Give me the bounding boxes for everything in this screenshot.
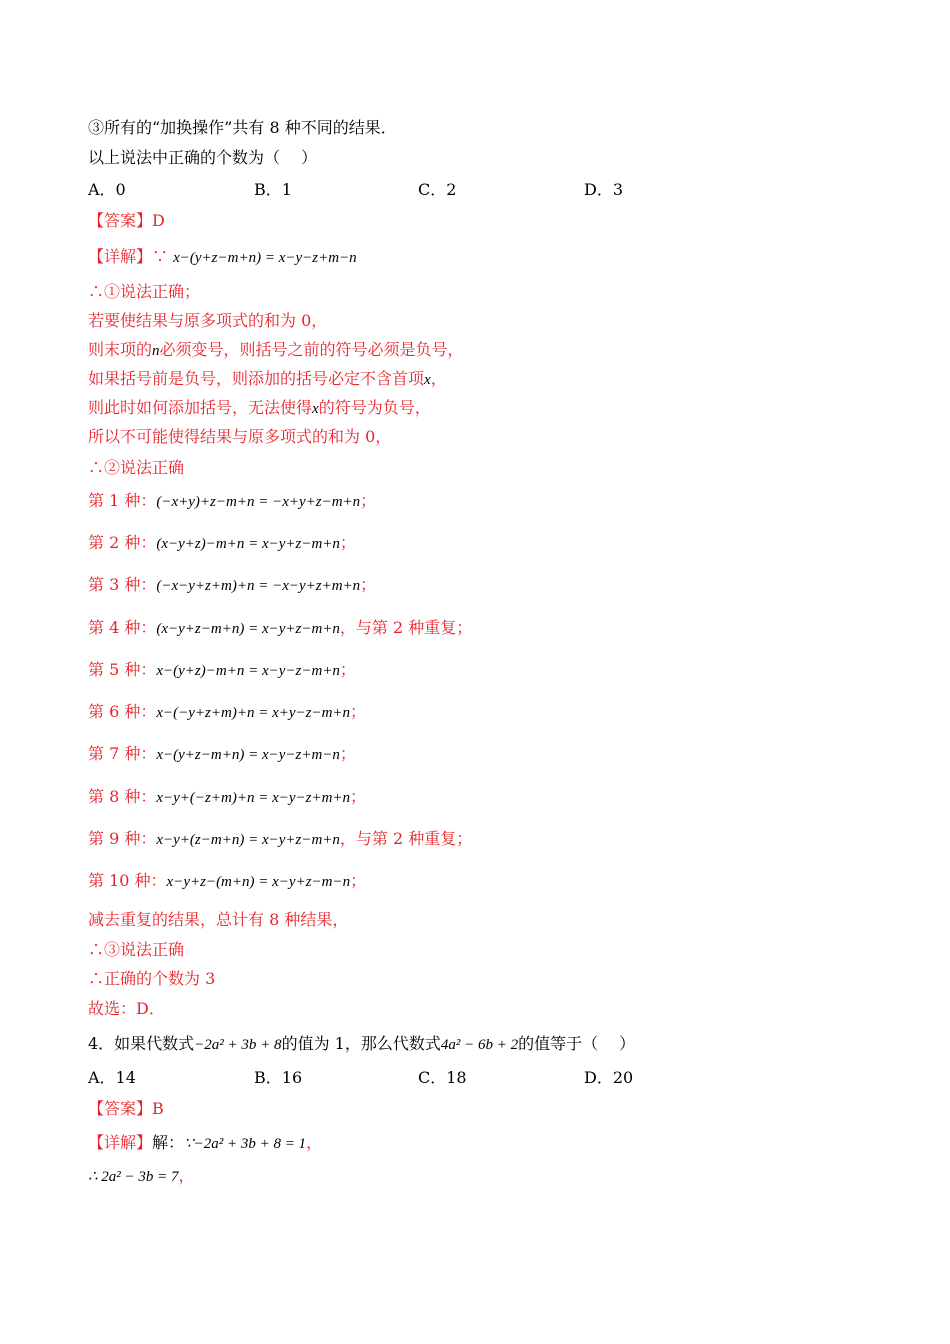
- case-tail: ，与第 2 种重复；: [339, 618, 473, 637]
- case-expression: x−y+(−z+m)+n = x−y−z+m+n: [156, 790, 351, 806]
- case-label: 第 5 种：: [88, 660, 157, 679]
- case-row: [88, 618, 472, 639]
- case-tail: ；: [360, 491, 377, 510]
- detail-tail: ，: [178, 1166, 195, 1185]
- stem-text: 4．如果代数式: [88, 1034, 195, 1053]
- case-expression: x−y+(z−m+n) = x−y+z−m+n: [156, 832, 340, 848]
- case-row: [88, 575, 376, 596]
- case-label: 第 9 种：: [88, 829, 157, 848]
- closing-line-2: ∴③说法正确: [88, 940, 185, 959]
- detail-line-2: [88, 1166, 195, 1187]
- case-row: [88, 660, 356, 681]
- case-tail: ，与第 2 种重复；: [339, 829, 473, 848]
- case-tail: ；: [350, 787, 367, 806]
- case-row: [88, 871, 366, 892]
- case-label: 第 8 种：: [88, 787, 157, 806]
- var-x: x: [424, 372, 431, 388]
- option-d: D．3: [584, 180, 624, 199]
- answer-label: 【答案】: [88, 1099, 153, 1118]
- option-c: C．2: [418, 180, 457, 199]
- reason-text: 则此时如何添加括号，无法使得: [88, 398, 313, 417]
- closing-line-4: 故选：D．: [88, 999, 165, 1018]
- detail-label: 【详解】: [88, 247, 153, 266]
- case-row: [88, 787, 366, 808]
- detail-label: 【详解】: [88, 1133, 153, 1152]
- case-label: 第 1 种：: [88, 491, 157, 510]
- stem-expression-2: 4a² − 6b + 2: [440, 1037, 519, 1053]
- stem-text: 的值等于（ ）: [518, 1034, 636, 1053]
- case-row: [88, 491, 376, 512]
- detail-expression: ∵−2a² + 3b + 8 = 1: [184, 1136, 307, 1152]
- option-a: A．0: [88, 180, 126, 199]
- conclusion-2: ∴②说法正确: [88, 458, 185, 477]
- var-n: n: [152, 343, 160, 359]
- detail-text: 解：: [152, 1133, 185, 1152]
- var-x: x: [312, 401, 319, 417]
- case-label: 第 4 种：: [88, 618, 157, 637]
- reason-line-2: [88, 340, 464, 361]
- closing-line-3: ∴正确的个数为 3: [88, 969, 216, 988]
- stem-text: 的值为 1，那么代数式: [281, 1034, 441, 1053]
- answer-line: [88, 211, 165, 231]
- reason-text: ，: [430, 369, 447, 388]
- case-row: [88, 829, 472, 850]
- option-b: B．1: [254, 180, 292, 199]
- option-a: A．14: [88, 1068, 136, 1087]
- case-expression: (x−y+z−m+n) = x−y+z−m+n: [156, 621, 340, 637]
- answer-value: B: [152, 1099, 164, 1118]
- detail-expression: ∴ 2a² − 3b = 7: [88, 1169, 179, 1185]
- detail-tail: ，: [306, 1133, 323, 1152]
- case-tail: ；: [350, 702, 367, 721]
- reason-text: 则末项的: [88, 340, 153, 359]
- case-label: 第 10 种：: [88, 871, 167, 890]
- case-tail: ；: [339, 744, 356, 763]
- answer-value: D: [152, 211, 165, 230]
- case-expression: x−(y+z)−m+n = x−y−z−m+n: [156, 663, 340, 679]
- case-row: [88, 744, 356, 765]
- detail-expression: x−(y+z−m+n) = x−y−z+m−n: [173, 250, 357, 266]
- reason-line-1: 若要使结果与原多项式的和为 0，: [88, 311, 328, 330]
- case-tail: ；: [339, 660, 356, 679]
- case-row: [88, 533, 356, 554]
- closing-line-1: 减去重复的结果，总计有 8 种结果，: [88, 910, 349, 929]
- case-expression: (−x−y+z+m)+n = −x−y+z+m+n: [156, 578, 361, 594]
- reason-text: 必须变号，则括号之前的符号必须是负号，: [159, 340, 464, 359]
- reason-text: 如果括号前是负号，则添加的括号必定不含首项: [88, 369, 425, 388]
- answer-line: [88, 1099, 164, 1119]
- case-tail: ；: [339, 533, 356, 552]
- because-symbol: ∵: [152, 247, 169, 266]
- case-expression: x−(−y+z+m)+n = x+y−z−m+n: [156, 705, 351, 721]
- case-expression: (x−y+z)−m+n = x−y+z−m+n: [156, 536, 340, 552]
- option-b: B．16: [254, 1068, 303, 1087]
- detail-line: [88, 247, 357, 268]
- case-row: [88, 702, 366, 723]
- reason-text: 的符号为负号，: [318, 398, 431, 417]
- case-expression: x−y+z−(m+n) = x−y+z−m−n: [166, 874, 351, 890]
- case-label: 第 3 种：: [88, 575, 157, 594]
- case-label: 第 2 种：: [88, 533, 157, 552]
- reason-line-4: [88, 398, 431, 419]
- statement-3: ③所有的“加换操作”共有 8 种不同的结果．: [88, 118, 397, 137]
- question-ask: 以上说法中正确的个数为（ ）: [88, 148, 318, 167]
- case-label: 第 6 种：: [88, 702, 157, 721]
- option-c: C．18: [418, 1068, 467, 1087]
- case-label: 第 7 种：: [88, 744, 157, 763]
- conclusion-1: ∴①说法正确；: [88, 282, 201, 301]
- question-4-stem: [88, 1034, 635, 1055]
- answer-label: 【答案】: [88, 211, 153, 230]
- detail-line: [88, 1133, 322, 1154]
- stem-expression-1: −2a² + 3b + 8: [194, 1037, 282, 1053]
- case-expression: x−(y+z−m+n) = x−y−z+m−n: [156, 747, 340, 763]
- option-d: D．20: [584, 1068, 634, 1087]
- case-tail: ；: [350, 871, 367, 890]
- reason-line-3: [88, 369, 447, 390]
- reason-line-5: 所以不可能使得结果与原多项式的和为 0，: [88, 427, 392, 446]
- case-expression: (−x+y)+z−m+n = −x+y+z−m+n: [156, 494, 361, 510]
- case-tail: ；: [360, 575, 377, 594]
